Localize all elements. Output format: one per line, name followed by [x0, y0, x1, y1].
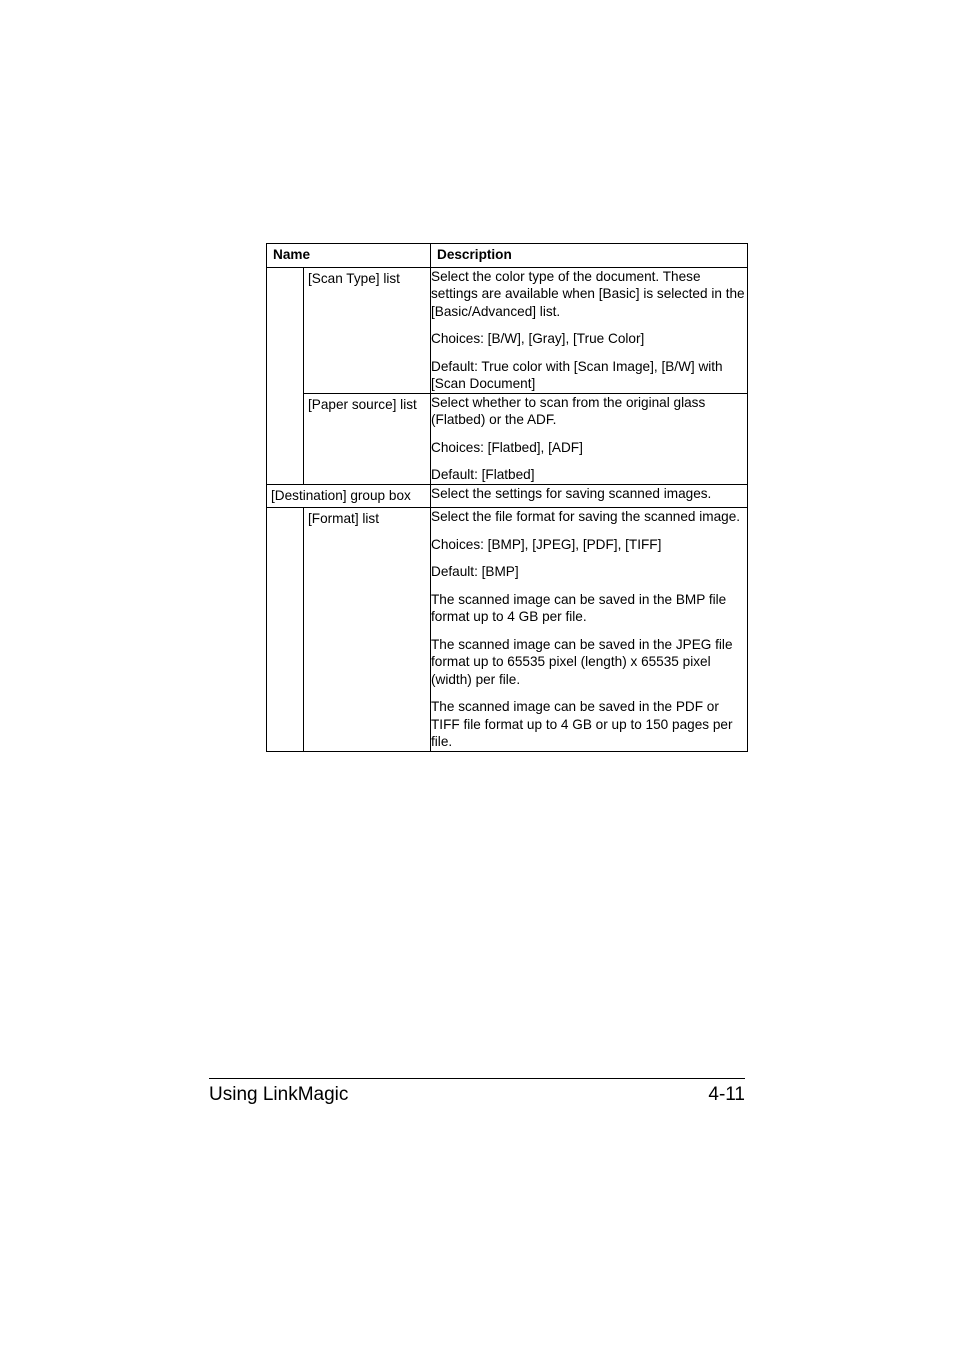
row-description: [431, 484, 748, 508]
description-paragraph: Select the settings for saving scanned images.: [431, 485, 712, 501]
table-row: [267, 484, 748, 508]
row-description: [431, 508, 748, 752]
row-description: [431, 267, 748, 393]
page-footer: [209, 1078, 745, 1119]
row-name-text: [Destination] group box: [271, 487, 411, 503]
row-name: [304, 393, 431, 484]
description-paragraph: The scanned image can be saved in the JPEG file format up to 65535 pixel (length) x 65535 pixel (width) per file.: [431, 636, 733, 687]
row-name: [267, 484, 431, 508]
description-paragraph: Choices: [BMP], [JPEG], [PDF], [TIFF]: [431, 536, 662, 552]
table-row: [267, 267, 748, 393]
description-paragraph: Select the file format for saving the scanned image.: [431, 509, 741, 524]
description-paragraph: Default: [BMP]: [431, 564, 519, 579]
description-paragraph: Default: [Flatbed]: [431, 467, 535, 482]
header-description: Description: [431, 244, 748, 268]
description-paragraph: Choices: [B/W], [Gray], [True Color]: [431, 331, 645, 346]
row-name-text: [Format] list: [308, 511, 379, 526]
description-paragraph: The scanned image can be saved in the PDF or TIFF file format up to 4 GB or up to 150 pages per file.: [431, 699, 733, 749]
description-paragraph: Select whether to scan from the original glass (Flatbed) or the ADF.: [431, 394, 706, 427]
description-paragraph: The scanned image can be saved in the BMP file format up to 4 GB per file.: [431, 591, 727, 624]
row-name: [304, 508, 431, 752]
indent-cell: [267, 267, 304, 484]
row-description: [431, 393, 748, 484]
description-paragraph: Choices: [Flatbed], [ADF]: [431, 439, 583, 455]
row-name-text: [Paper source] list: [308, 396, 417, 412]
header-name: Name: [267, 244, 431, 268]
indent-cell: [267, 508, 304, 752]
footer-title: Using LinkMagic: [209, 1084, 349, 1105]
table-row: [267, 508, 748, 752]
page-number: 4-11: [708, 1084, 745, 1105]
row-name-text: [Scan Type] list: [308, 270, 400, 286]
description-paragraph: Default: True color with [Scan Image], [B/W] with [Scan Document]: [431, 358, 723, 391]
settings-table: [266, 243, 748, 752]
description-paragraph: Select the color type of the document. These settings are available when [Basic] is selected in the [Basic/Advanced] list.: [431, 268, 745, 319]
row-name: [304, 267, 431, 393]
table-header-row: [267, 244, 748, 268]
table-row: [267, 393, 748, 484]
